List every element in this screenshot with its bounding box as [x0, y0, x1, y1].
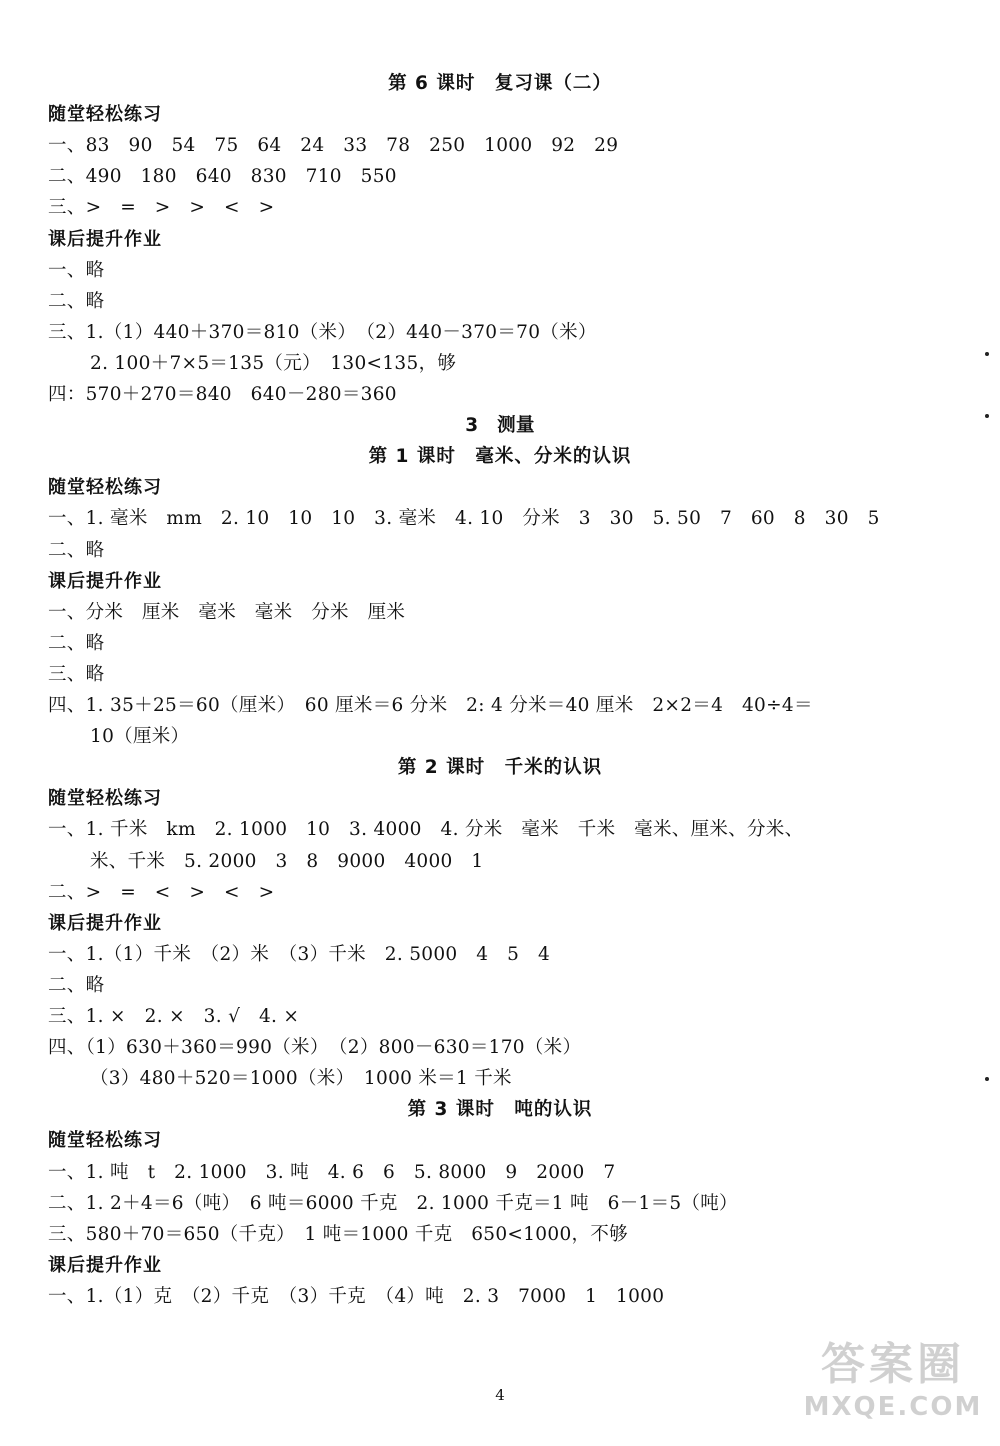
answer-line: 一、1.（1）克 （2）千克 （3）千克 （4）吨 2. 3 7000 1 1000 — [48, 1285, 665, 1307]
page-number: 4 — [495, 1386, 505, 1404]
answer-line: 二、490 180 640 830 710 550 — [48, 166, 397, 188]
answer-line: 一、1. 毫米 mm 2. 10 10 10 3. 毫米 4. 10 分米 3 30 5. 50 7 60 8 30 5 — [48, 508, 880, 530]
answer-line-continued: 10（厘米） — [90, 726, 190, 748]
watermark-text-cn: 答案圈 — [821, 1339, 965, 1390]
lesson-title: 第 3 课时 吨的认识 — [407, 1099, 593, 1121]
answer-line: 二、略 — [48, 974, 105, 996]
section-heading: 课后提升作业 — [48, 228, 162, 250]
answer-line: 三、1.（1）440＋370＝810（米） （2）440－370＝70（米） — [48, 321, 597, 343]
lesson-title: 第 1 课时 毫米、分米的认识 — [368, 446, 632, 468]
answer-line: 一、1. 千米 km 2. 1000 10 3. 4000 4. 分米 毫米 千米 毫米、厘米、分米、 — [48, 819, 804, 841]
answer-line: 四、1. 35＋25＝60（厘米） 60 厘米＝6 分米 2: 4 分米＝40 厘米 2×2＝4 40÷4＝ — [48, 695, 813, 716]
answer-line: 二、略 — [48, 290, 105, 312]
answer-line: 一、1.（1）千米 （2）米 （3）千米 2. 5000 4 5 4 — [48, 943, 551, 965]
answer-line: 三、1. × 2. × 3. √ 4. × — [48, 1006, 300, 1027]
answer-line: 一、分米 厘米 毫米 毫米 分米 厘米 — [48, 601, 406, 623]
section-heading: 随堂轻松练习 — [48, 477, 162, 499]
answer-line: 四、（1）630＋360＝990（米） （2）800－630＝170（米） — [48, 1037, 582, 1059]
scan-dot — [985, 1077, 989, 1081]
answer-line: 四：570＋270＝840 640－280＝360 — [48, 384, 397, 405]
answer-line-continued: （3）480＋520＝1000（米） 1000 米＝1 千米 — [90, 1068, 512, 1090]
answer-line: 二、略 — [48, 632, 105, 654]
answer-line: 三、略 — [48, 663, 105, 685]
section-heading: 随堂轻松练习 — [48, 788, 162, 810]
watermark-text-en: MXQE.COM — [803, 1392, 983, 1422]
scan-dot — [985, 352, 989, 356]
answer-line: 二、> = < > < > — [48, 881, 275, 903]
section-heading: 随堂轻松练习 — [48, 104, 162, 126]
answer-line: 一、略 — [48, 259, 105, 281]
lesson-title: 第 2 课时 千米的认识 — [397, 757, 603, 779]
section-heading: 课后提升作业 — [48, 570, 162, 592]
answer-line: 一、1. 吨 t 2. 1000 3. 吨 4. 6 6 5. 8000 9 2000 7 — [48, 1161, 616, 1183]
answer-line: 一、83 90 54 75 64 24 33 78 250 1000 92 29 — [48, 135, 619, 157]
lesson-title: 第 6 课时 复习课（二） — [388, 73, 612, 94]
scan-dot — [985, 414, 989, 418]
answer-line: 二、略 — [48, 539, 105, 561]
watermark-logo — [798, 1338, 988, 1438]
section-heading: 课后提升作业 — [48, 1254, 162, 1276]
answer-line: 三、> = > > < > — [48, 197, 275, 219]
section-heading: 随堂轻松练习 — [48, 1130, 162, 1152]
chapter-title: 3 测量 — [465, 415, 535, 437]
answer-line-continued: 2. 100＋7×5＝135（元） 130<135，够 — [90, 352, 457, 374]
answer-line-continued: 米、千米 5. 2000 3 8 9000 4000 1 — [90, 850, 484, 872]
answer-line: 二、1. 2＋4＝6（吨） 6 吨＝6000 千克 2. 1000 千克＝1 吨 6－1＝5（吨） — [48, 1192, 738, 1214]
section-heading: 课后提升作业 — [48, 912, 162, 934]
answer-line: 三、580＋70＝650（千克） 1 吨＝1000 千克 650<1000，不够 — [48, 1223, 628, 1245]
